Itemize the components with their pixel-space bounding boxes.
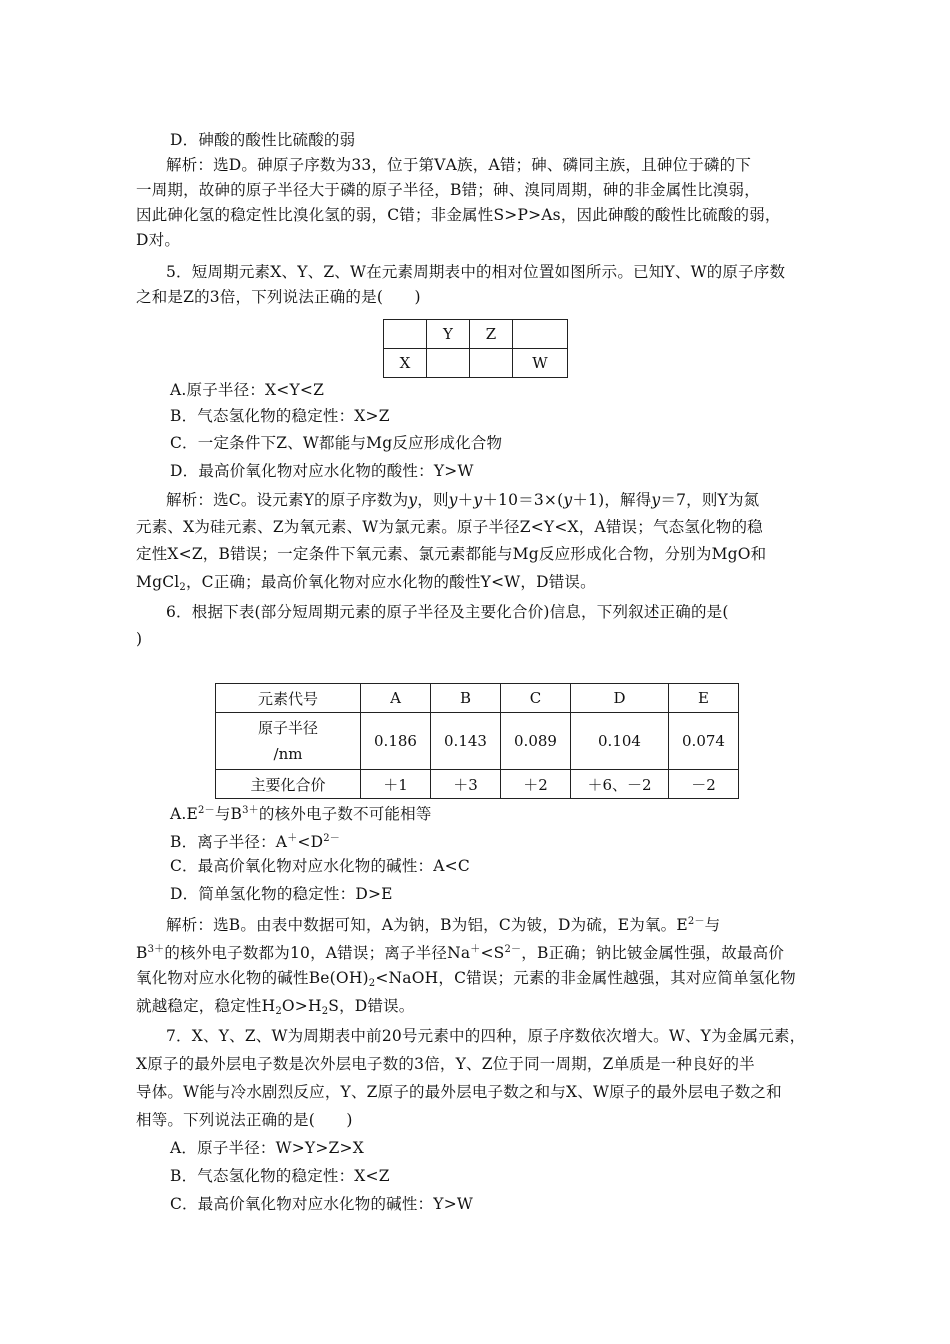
element-data-table [215,683,739,799]
table-header: 元素代号 [216,684,361,713]
q6-analysis-line: 就越稳定，稳定性$H_2O>H_2S$，D错误。 [136,997,415,1017]
q7-option-b: B．气态氢化物的稳定性：X<Z [170,1167,390,1185]
q7-option-a: A．原子半径：W>Y>Z>X [170,1139,364,1157]
q6-option-d: D．简单氢化物的稳定性：D>E [170,885,393,903]
q7-stem-line: X原子的最外层电子数是次外层电子数的3倍，Y、Z位于同一周期，Z单质是一种良好的半 [136,1055,755,1073]
table-cell: 0.104 [571,713,669,770]
q6-option-a: $A.E^{2-}$与$B^{3+}$的核外电子数不可能相等 [170,805,432,823]
q7-option-c: C．最高价氧化物对应水化物的碱性：Y>W [170,1195,474,1213]
q6-option-c: C．最高价氧化物对应水化物的碱性：A<C [170,857,470,875]
table-cell: ＋1 [361,770,431,799]
table-cell: －2 [669,770,739,799]
table-cell: 0.089 [501,713,571,770]
table-row [384,320,568,349]
table-cell: W [513,349,568,378]
table-header: E [669,684,739,713]
table-row [216,713,739,770]
q5-analysis-line: 定性X<Z，B错误；一定条件下氧元素、氯元素都能与Mg反应形成化合物，分别为MgO和 [136,545,767,563]
q4-analysis-line: D对。 [136,231,181,249]
table-cell [513,320,568,349]
table-cell: Z [470,320,513,349]
table-cell [384,320,427,349]
table-cell: 0.143 [431,713,501,770]
q6-option-b: B．离子半径：$A^+<D^{2-}$ [170,833,340,851]
table-cell: X [384,349,427,378]
q7-stem-line: 导体。W能与冷水剧烈反应，Y、Z原子的最外层电子数之和与X、W原子的最外层电子数之和 [136,1083,782,1101]
q6-analysis-line: 解析：选B。由表中数据可知，A为钠，B为铝，C为铍，D为硫，E为氧。$E^{2-}$与 [166,916,721,934]
q5-option-c: C．一定条件下Z、W都能与Mg反应形成化合物 [170,434,503,452]
table-cell: 0.074 [669,713,739,770]
q6-analysis-line: 氧化物对应水化物的碱性$Be(OH)_2<NaOH$，C错误；元素的非金属性越强，其对应简单氢化物 [136,969,796,989]
q6-stem-line: ) [136,630,143,648]
q4-analysis-line: 一周期，故砷的原子半径大于磷的原子半径，B错；砷、溴同周期，砷的非金属性比溴弱， [136,181,760,199]
table-row [216,770,739,799]
table-header: A [361,684,431,713]
table-header: B [431,684,501,713]
q5-option-a: A.原子半径：X<Y<Z [170,381,325,399]
table-header: C [501,684,571,713]
table-row-label: 原子半径 /nm [216,713,361,770]
q4-analysis-line: 因此砷化氢的稳定性比溴化氢的弱，C错；非金属性S>P>As，因此砷酸的酸性比硫酸的弱， [136,206,781,224]
table-cell: ＋6、－2 [571,770,669,799]
table-row [216,684,739,713]
q5-option-d: D．最高价氧化物对应水化物的酸性：Y>W [170,462,474,480]
table-cell: ＋2 [501,770,571,799]
table-cell: Y [427,320,470,349]
table-row-label: 主要化合价 [216,770,361,799]
q6-analysis-line: $B^{3+}$的核外电子数都为10，A错误；离子半径$Na^+<S^{2-}$，B正确；钠比铍金属性强，故最高价 [136,944,785,962]
variable-y: y [408,491,418,509]
q7-stem-line: 相等。下列说法正确的是( ) [136,1111,353,1129]
q4-analysis-line: 解析：选D。砷原子序数为33，位于第ⅤA族，A错；砷、磷同主族，且砷位于磷的下 [166,156,752,174]
q5-option-b: B．气态氢化物的稳定性：X>Z [170,407,390,425]
table-cell: ＋3 [431,770,501,799]
q5-stem-line: 之和是Z的3倍，下列说法正确的是( ) [136,288,421,306]
table-header: D [571,684,669,713]
periodic-position-table [383,319,568,378]
q5-analysis-line: MgCl$_2$，C正确；最高价氧化物对应水化物的酸性Y<W，D错误。 [136,573,596,593]
q5-analysis-line: 解析：选C。设元素Y的原子序数为y，则y＋y＋10＝3×(y＋1)，解得y＝7，则Y为氮 [166,491,760,509]
table-cell [427,349,470,378]
table-cell [470,349,513,378]
q7-stem-line: 7．X、Y、Z、W为周期表中前20号元素中的四种，原子序数依次增大。W、Y为金属元素， [166,1027,806,1045]
table-row [384,349,568,378]
q4-option-d: D．砷酸的酸性比硫酸的弱 [170,131,356,149]
table-cell: 0.186 [361,713,431,770]
q6-stem-line: 6．根据下表(部分短周期元素的原子半径及主要化合价)信息，下列叙述正确的是( [166,603,729,621]
q5-stem-line: 5．短周期元素X、Y、Z、W在元素周期表中的相对位置如图所示。已知Y、W的原子序数 [166,263,786,281]
q5-analysis-line: 元素、X为硅元素、Z为氧元素、W为氯元素。原子半径Z<Y<X，A错误；气态氢化物的稳 [136,518,763,536]
